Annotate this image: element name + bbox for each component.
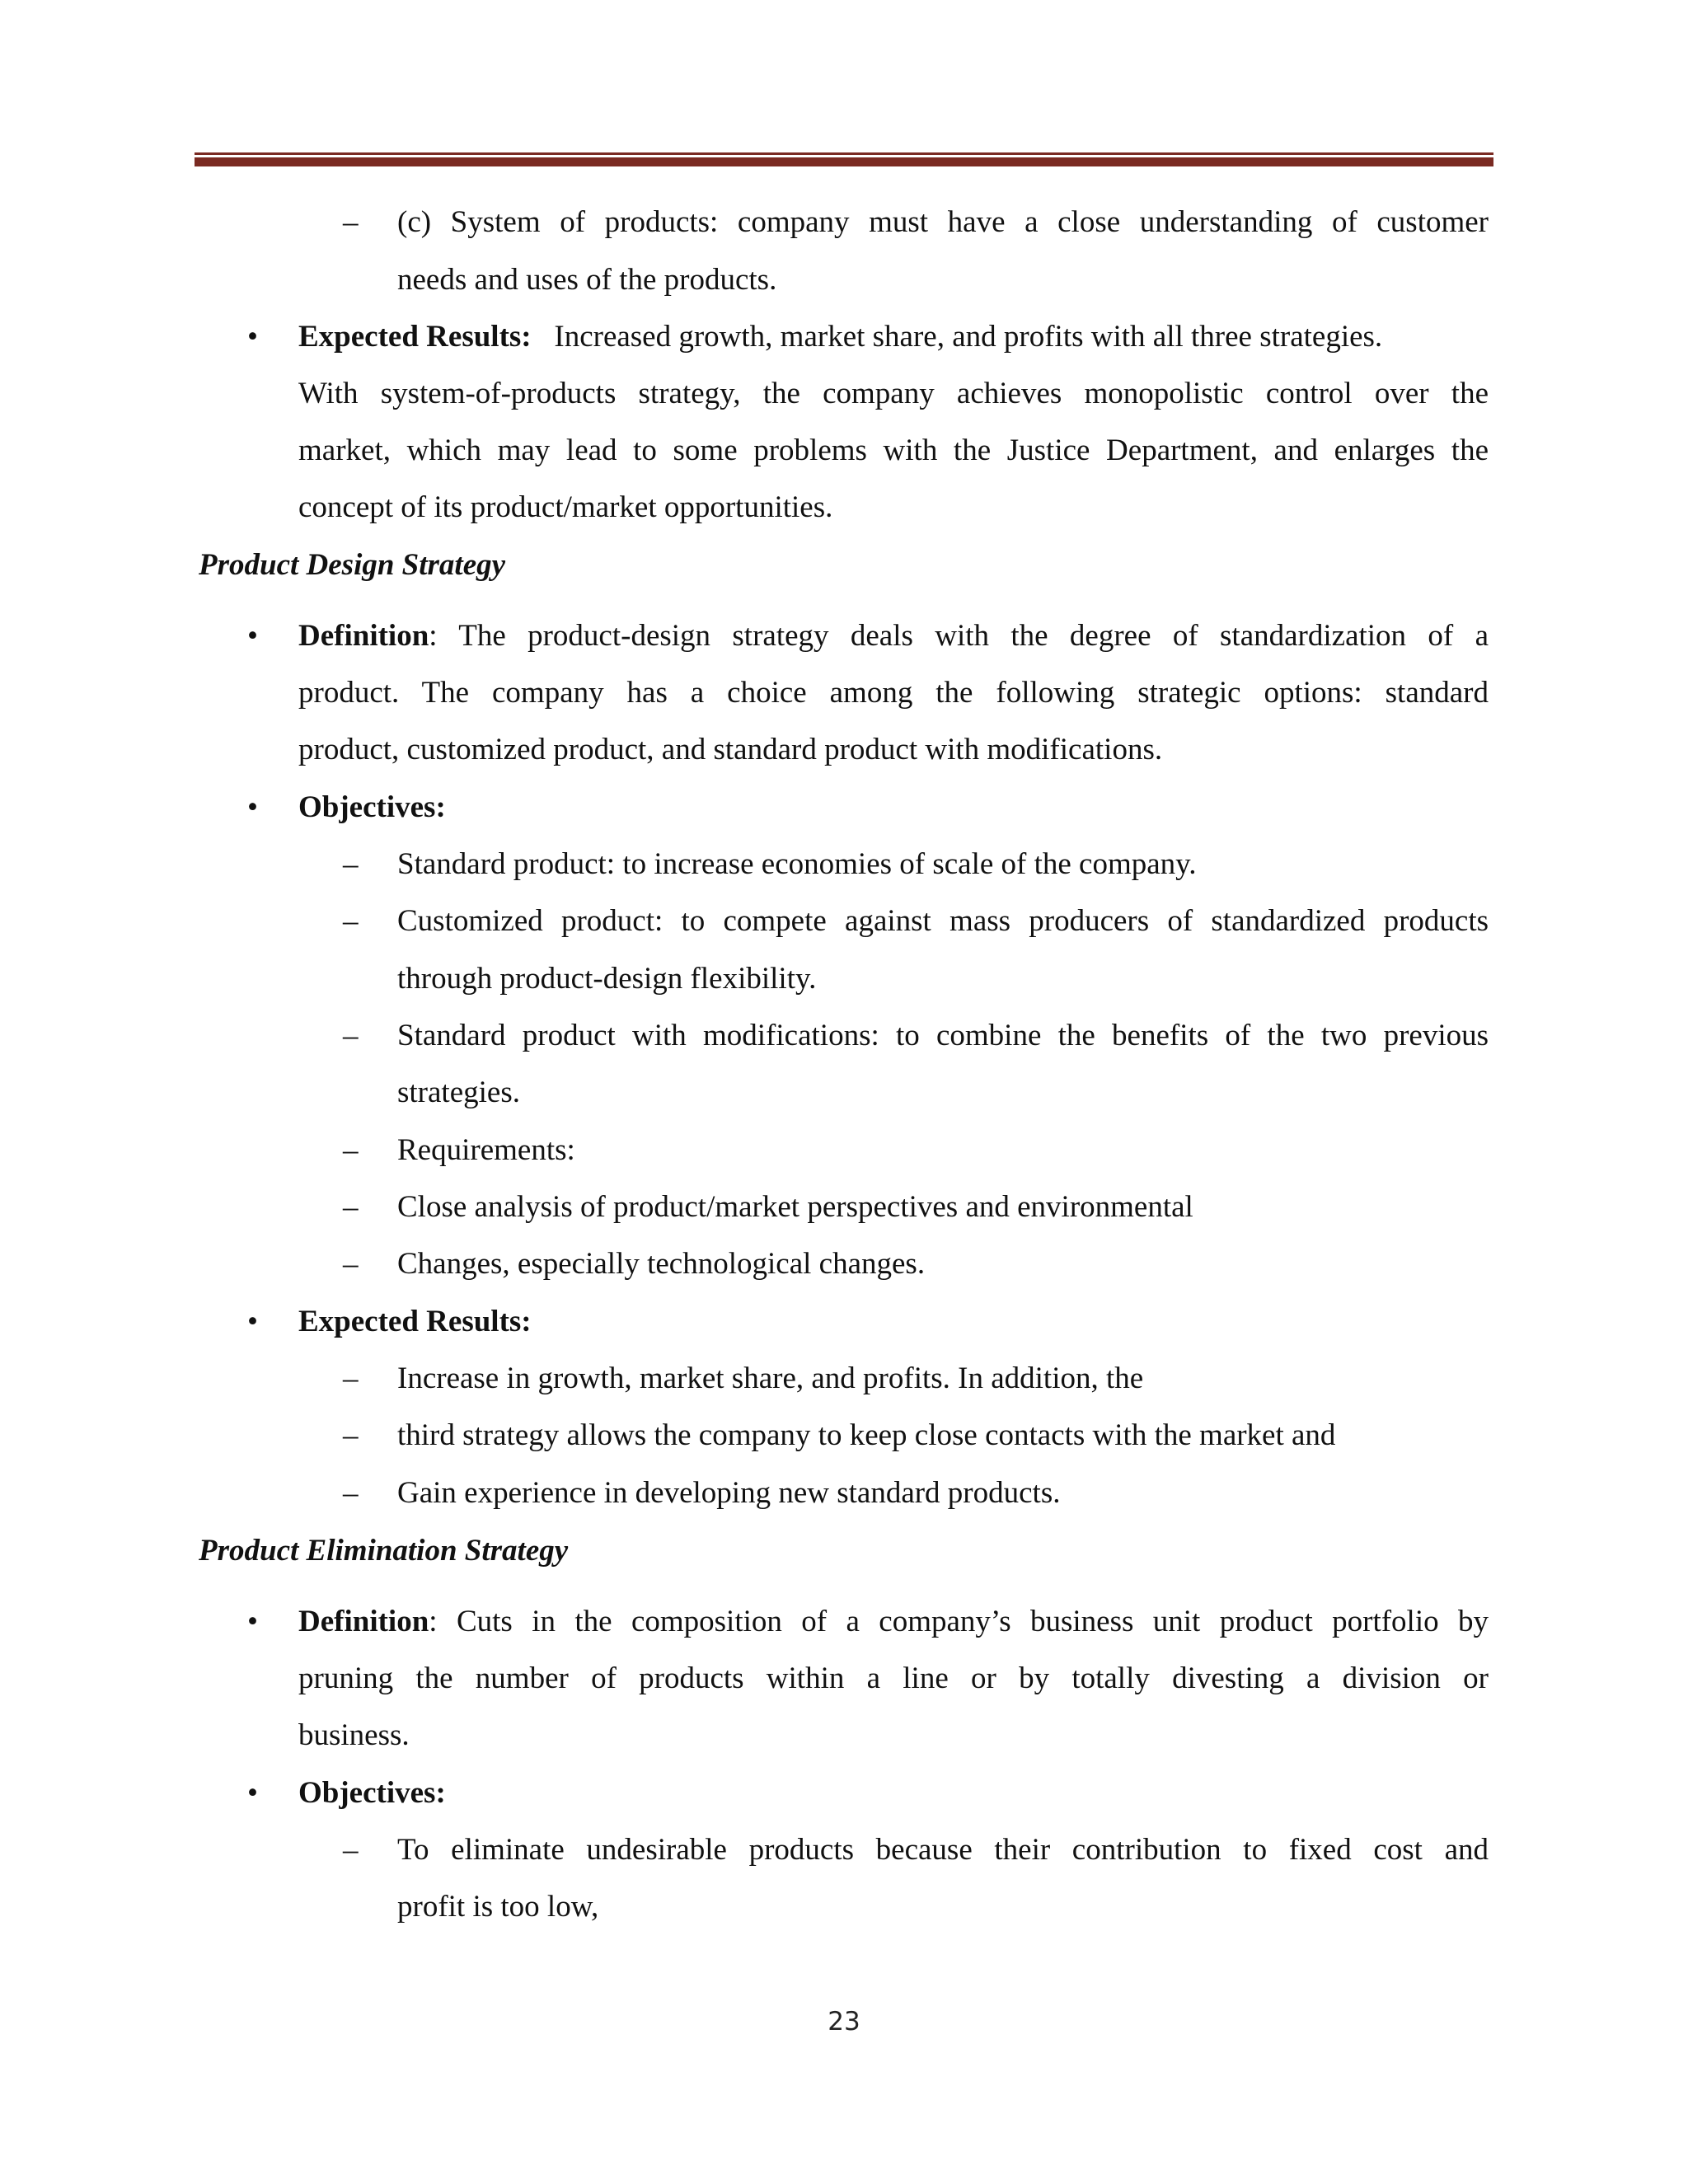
bullet-marker: • (247, 1776, 258, 1810)
dash-marker: – (343, 1833, 359, 1867)
text-line (0, 1297, 1688, 1347)
line-text: market, which may lead to some problems with the Justice Department, and enlarges the (298, 434, 1489, 467)
line-text: Changes, especially technological changes. (397, 1247, 926, 1281)
heading-text: Product Design Strategy (199, 548, 506, 582)
text-line (0, 1183, 1688, 1232)
text-line (0, 312, 1688, 362)
line-text: Standard product: to increase economies of scale of the company. (397, 847, 1197, 881)
line-text: To eliminate undesirable products because their contribution to fixed cost and (397, 1833, 1489, 1867)
line-text: third strategy allows the company to keep close contacts with the market and (397, 1418, 1336, 1452)
header-rule-thick (195, 157, 1493, 166)
item-label: Expected Results: (298, 320, 532, 354)
dash-marker: – (343, 1476, 359, 1510)
dash-marker: – (343, 1019, 359, 1052)
line-text (298, 612, 1489, 661)
line-text: business. (298, 1718, 410, 1752)
line-text: needs and uses of the products. (397, 263, 777, 297)
text-line (0, 1354, 1688, 1404)
line-text: Close analysis of product/market perspectives and environmental (397, 1190, 1193, 1224)
text-line (0, 1411, 1688, 1460)
item-label: Objectives: (298, 790, 446, 824)
bullet-marker: • (247, 320, 258, 354)
dash-marker: – (343, 1361, 359, 1395)
text-line (0, 1240, 1688, 1289)
line-text: (c) System of products: company must have a close understanding of customer (397, 205, 1489, 239)
text-line (0, 840, 1688, 889)
line-text: Requirements: (397, 1133, 575, 1167)
text-line (0, 1068, 1688, 1118)
bullet-marker: • (247, 1305, 258, 1338)
item-text: : The product-design strategy deals with the degree of standardization of a (429, 619, 1489, 653)
text-line (0, 426, 1688, 476)
line-text (298, 312, 1489, 362)
item-label: Objectives: (298, 1776, 446, 1810)
line-text: Gain experience in developing new standard products. (397, 1476, 1061, 1510)
text-line (0, 783, 1688, 832)
text-line (0, 1769, 1688, 1818)
dash-marker: – (343, 1133, 359, 1167)
text-line (0, 612, 1688, 661)
item-label: Expected Results: (298, 1305, 532, 1338)
dash-marker: – (343, 1247, 359, 1281)
text-line (0, 954, 1688, 1004)
text-line (0, 198, 1688, 247)
text-line (0, 668, 1688, 718)
text-line (0, 1711, 1688, 1760)
item-label: Definition (298, 619, 429, 653)
bullet-marker: • (247, 619, 258, 653)
item-text: : Cuts in the composition of a company’s business unit product portfolio by (429, 1605, 1489, 1638)
text-line (0, 1126, 1688, 1175)
line-text: Standard product with modifications: to combine the benefits of the two previous (397, 1019, 1489, 1052)
line-text: through product-design flexibility. (397, 962, 817, 996)
dash-marker: – (343, 847, 359, 881)
text-line (0, 1882, 1688, 1932)
header-rule-thin (195, 152, 1493, 155)
dash-marker: – (343, 904, 359, 938)
line-text: profit is too low, (397, 1890, 599, 1924)
line-text: With system-of-products strategy, the company achieves monopolistic control over the (298, 377, 1489, 410)
item-label: Definition (298, 1605, 429, 1638)
item-text: Increased growth, market share, and profits with all three strategies. (554, 320, 1383, 354)
line-text: concept of its product/market opportunities. (298, 490, 833, 524)
text-line (0, 255, 1688, 305)
line-text: product. The company has a choice among the following strategic options: standard (298, 676, 1489, 710)
bullet-marker: • (247, 1605, 258, 1638)
line-text: product, customized product, and standard product with modifications. (298, 733, 1163, 766)
dash-marker: – (343, 1418, 359, 1452)
dash-marker: – (343, 1190, 359, 1224)
text-line (0, 369, 1688, 419)
text-line (0, 1597, 1688, 1647)
page-number: 23 (828, 2007, 860, 2036)
section-heading (0, 1526, 1688, 1576)
line-text: strategies. (397, 1076, 520, 1109)
text-line (0, 483, 1688, 532)
line-text (298, 1597, 1489, 1647)
line-text: Customized product: to compete against mass producers of standardized products (397, 904, 1489, 938)
bullet-marker: • (247, 790, 258, 824)
text-line (0, 897, 1688, 946)
dash-marker: – (343, 205, 359, 239)
heading-text: Product Elimination Strategy (199, 1534, 569, 1568)
section-heading (0, 541, 1688, 590)
line-text: Increase in growth, market share, and profits. In addition, the (397, 1361, 1144, 1395)
text-line (0, 1011, 1688, 1061)
text-line (0, 725, 1688, 775)
text-line (0, 1469, 1688, 1518)
text-line (0, 1654, 1688, 1704)
line-text: pruning the number of products within a line or by totally divesting a division or (298, 1661, 1489, 1695)
text-line (0, 1825, 1688, 1875)
